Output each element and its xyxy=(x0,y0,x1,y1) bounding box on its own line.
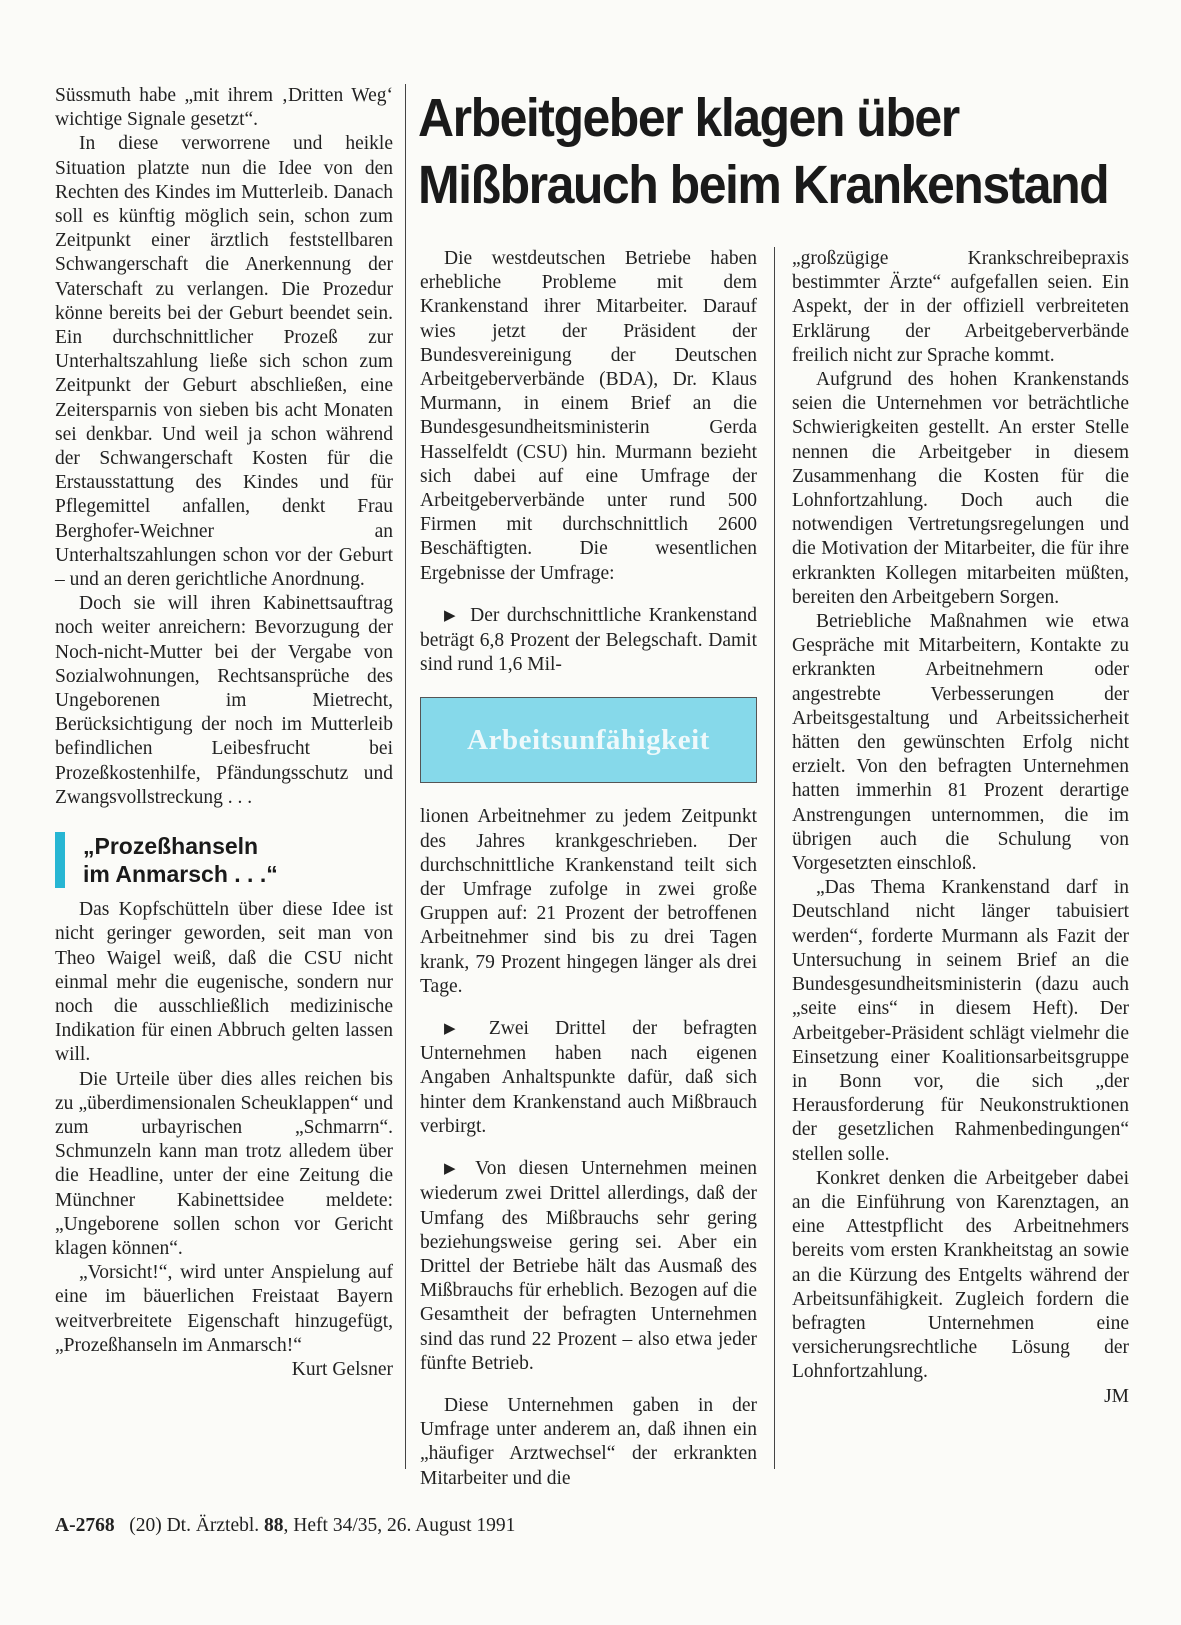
infobox xyxy=(420,697,757,783)
column-middle xyxy=(420,247,757,1491)
paragraph: Das Kopfschütteln über diese Idee ist nicht geringer geworden, seit man von Theo Waigel weiß, daß die CSU nicht einmal mehr die eugenische, sondern nur noch die ausschließlich medizinische Indikation für einen Abbruch gelten lassen will. xyxy=(55,899,393,1066)
subheading-line-1: „Prozeßhanseln xyxy=(83,833,259,860)
page-footer xyxy=(55,1515,515,1537)
paragraph: lionen Arbeitnehmer zu jedem Zeitpunkt des Jahres krankgeschrieben. Der durchschnittliche Krankenstand teilt sich der Umfrage zufolge in zwei große Gruppen auf: 21 Prozent der betroffenen Arbeitnehmer sind bis zu drei Tagen krank, 79 Prozent hingegen länger als drei Tage. xyxy=(420,806,757,997)
volume: 88 xyxy=(264,1515,284,1536)
bullet-point: ▶ Der durchschnittliche Krankenstand beträgt 6,8 Prozent der Belegschaft. Damit sind rund 1,6 Mil- xyxy=(420,604,757,678)
paragraph: Die Urteile über dies alles reichen bis zu „überdimensionalen Scheuklappen“ und zum urbayrischen „Schmarrn“. Schmunzeln kann man trotz alledem über die Headline, unter der eine Zeitung die Münchner Kabinettsidee meldete: „Ungeborene sollen schon vor Gericht klagen können“. xyxy=(55,1068,393,1259)
paragraph: „Das Thema Krankenstand darf in Deutschland nicht länger tabuisiert werden“, forderte Murmann als Fazit der Untersuchung in seinem Brief an die Bundesgesundheitsministerin (dazu auch „seite eins“ in diesem Heft). Der Arbeitgeber-Präsident schlägt vielmehr die Einsetzung einer Koalitionsarbeitsgruppe in Bonn vor, die sich „der Herausforderung für Neukonstruktionen der gesetzlichen Rahmenbedingungen“ stellen solle. xyxy=(792,877,1129,1165)
page-number: A-2768 xyxy=(55,1515,115,1536)
paragraph: Doch sie will ihren Kabinettsauftrag noch weiter anreichern: Bevorzugung der Noch-nicht-Mutter bei der Vergabe von Sozialwohnungen, Rechtsansprüche des Ungeborenen im Mietrecht, Berücksichtigung der noch im Mutterleib befindlichen Leibesfrucht bei Prozeßkostenhilfe, Pfändungsschutz und Zwangsvollstreckung . . . xyxy=(55,593,393,808)
headline-line-1: Arbeitgeber klagen über xyxy=(418,87,959,148)
column-rule-right xyxy=(774,247,775,1469)
author-signature: JM xyxy=(1104,1385,1129,1407)
paragraph: Diese Unternehmen gaben in der Umfrage unter anderem an, daß ihnen ein „häufiger Arztwechsel“ der erkrankten Mitarbeiter und die xyxy=(420,1394,757,1489)
headline xyxy=(418,84,1138,218)
author-signature: Kurt Gelsner xyxy=(291,1358,393,1380)
subheading xyxy=(55,832,393,888)
paragraph: Betriebliche Maßnahmen wie etwa Gespräche mit Mitarbeitern, Kontakte zu erkrankten Arbeitnehmern oder angestrebte Verbesserungen der Arbeitsgestaltung und Arbeitssicherheit hätten den gewünschten Erfolg nicht erzielt. Von den befragten Unternehmen hatten immerhin 81 Prozent derartige Anstrengungen unternommen, die im übrigen auch die Schulung von Vorgesetzten einschloß. xyxy=(792,611,1129,875)
column-left xyxy=(55,84,393,1382)
subheading-line-2: im Anmarsch . . .“ xyxy=(83,861,278,888)
citation: (20) Dt. Ärztebl. xyxy=(129,1515,260,1536)
subheading-accent-bar xyxy=(55,832,65,888)
paragraph: Konkret denken die Arbeitgeber dabei an die Einführung von Karenztagen, an eine Attestpflicht des Arbeitnehmers bereits vom ersten Krankheitstag an sowie an die Kürzung des Entgelts während der Arbeitsunfähigkeit. Zugleich fordern die befragten Unternehmen eine versicherungsrechtliche Lösung der Lohnfortzahlung. xyxy=(792,1167,1129,1383)
headline-line-2: Mißbrauch beim Krankenstand xyxy=(418,154,1109,215)
bullet-point: ▶ Zwei Drittel der befragten Unternehmen haben nach eigenen Angaben Anhaltspunkte dafür, daß sich hinter dem Krankenstand auch Mißbrauch verbirgt. xyxy=(420,1017,757,1139)
paragraph: In diese verworrene und heikle Situation platzte nun die Idee von den Rechten des Kindes im Mutterleib. Danach soll es künftig möglich sein, schon zum Zeitpunkt einer ärztlich feststellbaren Schwangerschaft die Anerkennung der Vaterschaft zu verlangen. Die Prozedur könne bereits bei der Geburt beendet sein. Ein durchschnittlicher Prozeß zur Unterhaltszahlung ließe sich schon zum Zeitpunkt der Geburt abschließen, eine Zeitersparnis von sieben bis acht Monaten sei denkbar. Und weil ja schon während der Schwangerschaft Kosten für die Erstausstattung des Kindes und für Pflegemittel anfallen, denkt Frau Berghofer-Weichner an Unterhaltszahlungen schon vor der Geburt – und an deren gerichtliche Anordnung. xyxy=(55,133,393,591)
paragraph: „großzügige Krankschreibepraxis bestimmter Ärzte“ aufgefallen seien. Ein Aspekt, der in der offiziell verbreiteten Erklärung der Arbeitgeberverbände freilich nicht zur Sprache kommt. xyxy=(792,248,1129,366)
bullet-point: ▶ Von diesen Unternehmen meinen wiederum zwei Drittel allerdings, daß der Umfang des Mißbrauchs sehr gering beziehungsweise gering sei. Aber ein Drittel der Betriebe hält das Ausmaß des Mißbrauchs für erheblich. Bezogen auf die Gesamtheit der befragten Unternehmen sind das rund 22 Prozent – also etwa jeder fünfte Betrieb. xyxy=(420,1157,757,1376)
infobox-label: Arbeitsunfähigkeit xyxy=(467,724,710,757)
column-rule-left xyxy=(405,84,406,1469)
paragraph: Die westdeutschen Betriebe haben erhebliche Probleme mit dem Krankenstand ihrer Mitarbeiter. Darauf wies jetzt der Präsident der Bundesvereinigung der Deutschen Arbeitgeberverbände (BDA), Dr. Klaus Murmann, in einem Brief an die Bundesgesundheitsministerin Gerda Hasselfeldt (CSU) hin. Murmann bezieht sich dabei auf eine Umfrage der Arbeitgeberverbände unter rund 500 Firmen mit durchschnittlich 2600 Beschäftigten. Die wesentlichen Ergebnisse der Umfrage: xyxy=(420,248,757,584)
issue: , Heft 34/35, 26. August 1991 xyxy=(283,1515,516,1536)
paragraph: „Vorsicht!“, wird unter Anspielung auf eine im bäuerlichen Freistaat Bayern weitverbreitete Eigenschaft hinzugefügt, „Prozeßhanseln im Anmarsch!“ xyxy=(55,1262,393,1356)
column-right xyxy=(792,247,1129,1409)
paragraph: Süssmuth habe „mit ihrem ‚Dritten Weg‘ wichtige Signale gesetzt“. xyxy=(55,85,393,131)
paragraph: Aufgrund des hohen Krankenstands seien die Unternehmen vor beträchtliche Schwierigkeiten gestellt. An erster Stelle nennen die Arbeitgeber in diesem Zusammenhang die Kosten für die Lohnfortzahlung. Doch auch die notwendigen Vertretungsregelungen und die Motivation der Mitarbeiter, die für ihre erkrankten Kollegen mitarbeiten müßten, bereiten den Arbeitgebern Sorgen. xyxy=(792,369,1129,608)
